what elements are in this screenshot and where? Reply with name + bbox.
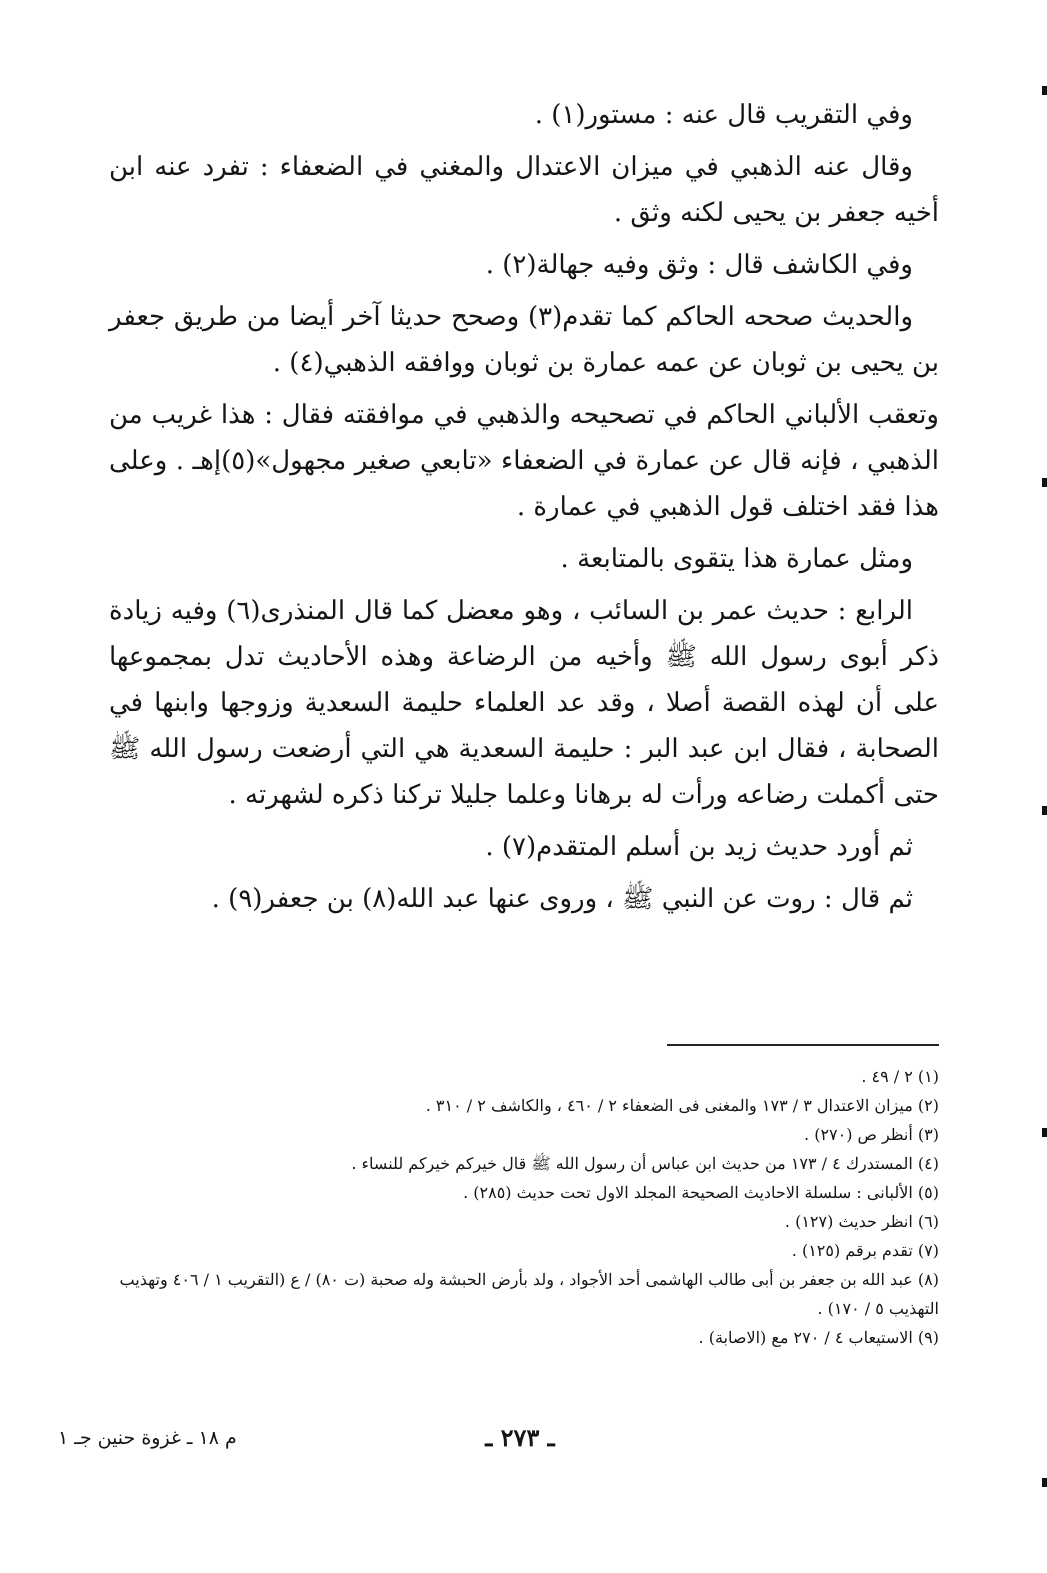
scan-edge-mark [1042,1128,1047,1137]
paragraph-zaid-hadith: ثم أورد حديث زيد بن أسلم المتقدم(٧) . [485,832,913,862]
footnote-2: (٢) ميزان الاعتدال ٣ / ١٧٣ والمغنى فى الضعفاء ٢ / ٤٦٠ ، والكاشف ٢ / ٣١٠ . [425,1096,939,1115]
footnote-8: (٨) عبد الله بن جعفر بن أبى طالب الهاشمى أحد الأجواد ، ولد بأرض الحبشة وله صحبة (ت ٨٠) / ع (التقريب ١ / ٤٠٦ وتهذيب التهذيب ٥ / ١٧٠) . [119,1270,939,1318]
main-text [109,92,939,928]
page-number: ـ ٢٧٣ ـ [485,1423,555,1452]
paragraph-albani: وتعقب الألباني الحاكم في تصحيحه والذهبي في موافقته فقال : هذا غريب من الذهبي ، فإنه قال عن عمارة في الضعفاء «تابعي صغير مجهول»(٥)إهـ . وعلى هذا فقد اختلف قول الذهبي في عمارة . [109,400,939,522]
paragraph-mutabaa: ومثل عمارة هذا يتقوى بالمتابعة . [560,544,913,574]
scan-edge-mark [1042,1478,1047,1487]
paragraph-fourth-hadith: الرابع : حديث عمر بن السائب ، وهو معضل كما قال المنذرى(٦) وفيه زيادة ذكر أبوى رسول الله ﷺ وأخيه من الرضاعة وهذه الأحاديث تدل بمجموعها على أن لهذه القصة أصلا ، وقد عد العلماء حليمة السعدية وزوجها وابنها في الصحابة ، فقال ابن عبد البر : حليمة السعدية هي التي أرضعت رسول الله ﷺ حتى أكملت رضاعه ورأت له برهانا وعلما جليلا تركنا ذكره لشهرته . [109,596,939,810]
footnote-1: (١) ٢ / ٤٩ . [861,1067,939,1086]
footnote-4: (٤) المستدرك ٤ / ١٧٣ من حديث ابن عباس أن رسول الله ﷺ قال خيركم خيركم للنساء . [351,1154,939,1173]
paragraph-hakim: والحديث صححه الحاكم كما تقدم(٣) وصحح حديثا آخر أيضا من طريق جعفر بن يحيى بن ثوبان عن عمه عمارة بن ثوبان ووافقه الذهبي(٤) . [109,302,939,378]
footnote-7: (٧) تقدم برقم (١٢٥) . [791,1241,939,1260]
paragraph-riwaya: ثم قال : روت عن النبي ﷺ ، وروى عنها عبد الله(٨) بن جعفر(٩) . [211,884,913,914]
printer-signature: م ١٨ ـ غزوة حنين جـ ١ [58,1427,237,1449]
footnote-5: (٥) الألبانى : سلسلة الاحاديث الصحيحة المجلد الاول تحت حديث (٢٨٥) . [463,1183,939,1202]
scan-edge-mark [1042,86,1047,95]
page-footer [0,1423,1047,1459]
scan-edge-mark [1042,478,1047,487]
footnotes [109,1062,939,1352]
footnote-6: (٦) انظر حديث (١٢٧) . [784,1212,939,1231]
paragraph-dhahabi-mizan: وقال عنه الذهبي في ميزان الاعتدال والمغني في الضعفاء : تفرد عنه ابن أخيه جعفر بن يحيى لكنه وثق . [109,152,939,228]
paragraph-taqrib: وفي التقريب قال عنه : مستور(١) . [534,100,913,130]
footnote-divider [667,1044,939,1046]
footnote-3: (٣) أنظر ص (٢٧٠) . [804,1125,939,1144]
footnote-9: (٩) الاستيعاب ٤ / ٢٧٠ مع (الاصابة) . [698,1328,939,1347]
paragraph-kashif: وفي الكاشف قال : وثق وفيه جهالة(٢) . [485,250,913,280]
scan-edge-mark [1042,806,1047,815]
